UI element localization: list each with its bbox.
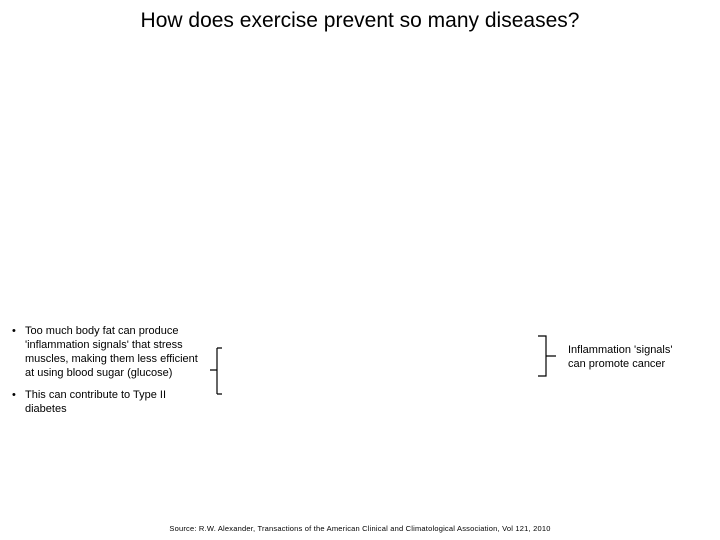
bullet-marker: • bbox=[12, 389, 16, 401]
bullet-list bbox=[10, 324, 210, 424]
bullet-item-body-fat bbox=[10, 324, 210, 380]
side-note: Inflammation 'signals' can promote cancer bbox=[568, 344, 673, 370]
source-citation: Source: R.W. Alexander, Transactions of the American Clinical and Climatological Association, Vol 121, 2010 bbox=[169, 524, 551, 533]
left-bracket-icon bbox=[200, 342, 224, 402]
slide-title: How does exercise prevent so many diseases? bbox=[140, 9, 580, 32]
bullet-item-diabetes bbox=[10, 388, 210, 416]
bullet-text: This can contribute to Type II diabetes bbox=[25, 389, 167, 415]
right-bracket-icon bbox=[532, 332, 566, 384]
bullet-marker: • bbox=[12, 325, 16, 337]
bullet-text: Too much body fat can produce 'inflammation signals' that stress muscles, making them less efficient at using blood sugar (glucose) bbox=[25, 325, 198, 379]
